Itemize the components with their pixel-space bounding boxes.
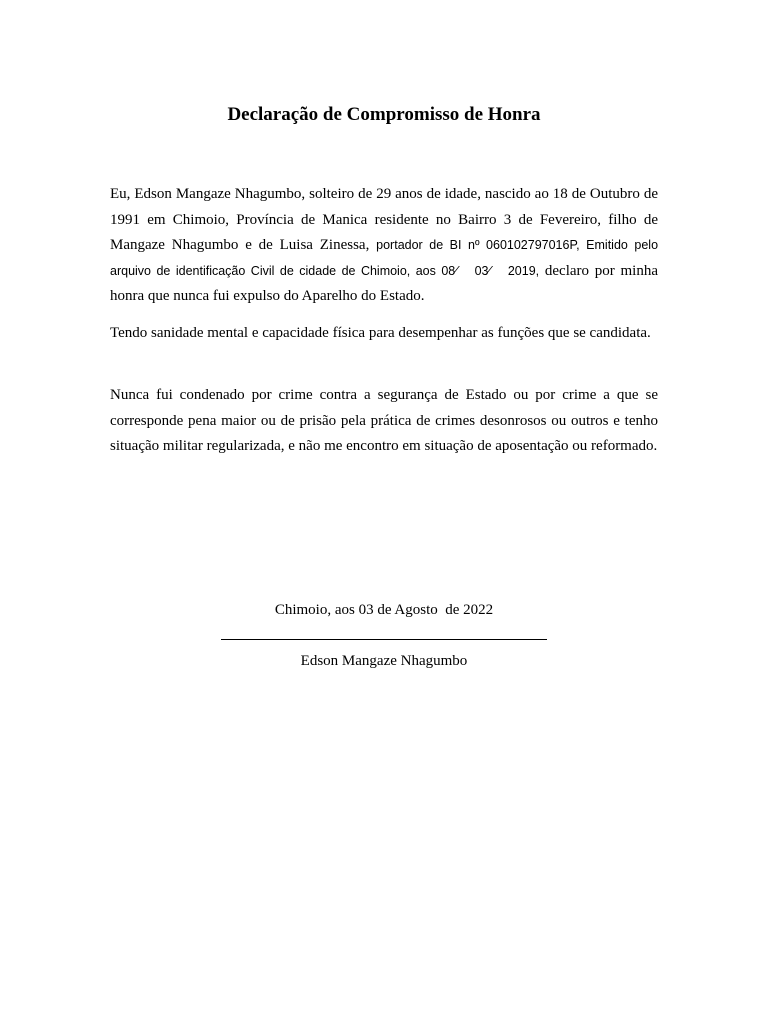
signature-place-date: Chimoio, aos 03 de Agosto de 2022 [274, 602, 494, 618]
declaration-statement: declaro por minha honra que nunca fui expulso do Aparelho do Estado. [110, 262, 659, 304]
signature-line [221, 639, 547, 640]
date-separator: ⁄ [488, 263, 491, 278]
criminal-record-paragraph: Nunca fui condenado por crime contra a segurança de Estado ou por crime a que se corresponde pena maior ou de prisão pela prática de crimes desonrosos ou outros e tenho situação militar regularizada, e não me encontro em situação de aposentação ou reformado. [110, 387, 658, 454]
id-issue-month: 03 [474, 263, 489, 278]
document-title: Declaração de Compromisso de Honra [227, 104, 541, 125]
sanity-paragraph: Tendo sanidade mental e capacidade física para desempenhar as funções que se candidata. [110, 325, 651, 341]
signatory-name: Edson Mangaze Nhagumbo [300, 653, 468, 669]
id-issue-year: 2019, [507, 263, 540, 278]
declaration-paragraph [110, 182, 658, 310]
declaration-intro: Eu, Edson Mangaze Nhagumbo, solteiro de 29 anos de idade, nascido ao 18 de Outubro de 1991 em Chimoio, Província de Manica residente no Bairro 3 de Fevereiro, filho de Mangaze Nhagumbo e de Luisa Zinessa, [110, 186, 658, 253]
date-separator: ⁄ [455, 263, 458, 278]
id-document-details: portador de BI nº 060102797016P, Emitido pelo arquivo de identificação Civil de cidade de Chimoio, aos 08 [110, 238, 659, 278]
